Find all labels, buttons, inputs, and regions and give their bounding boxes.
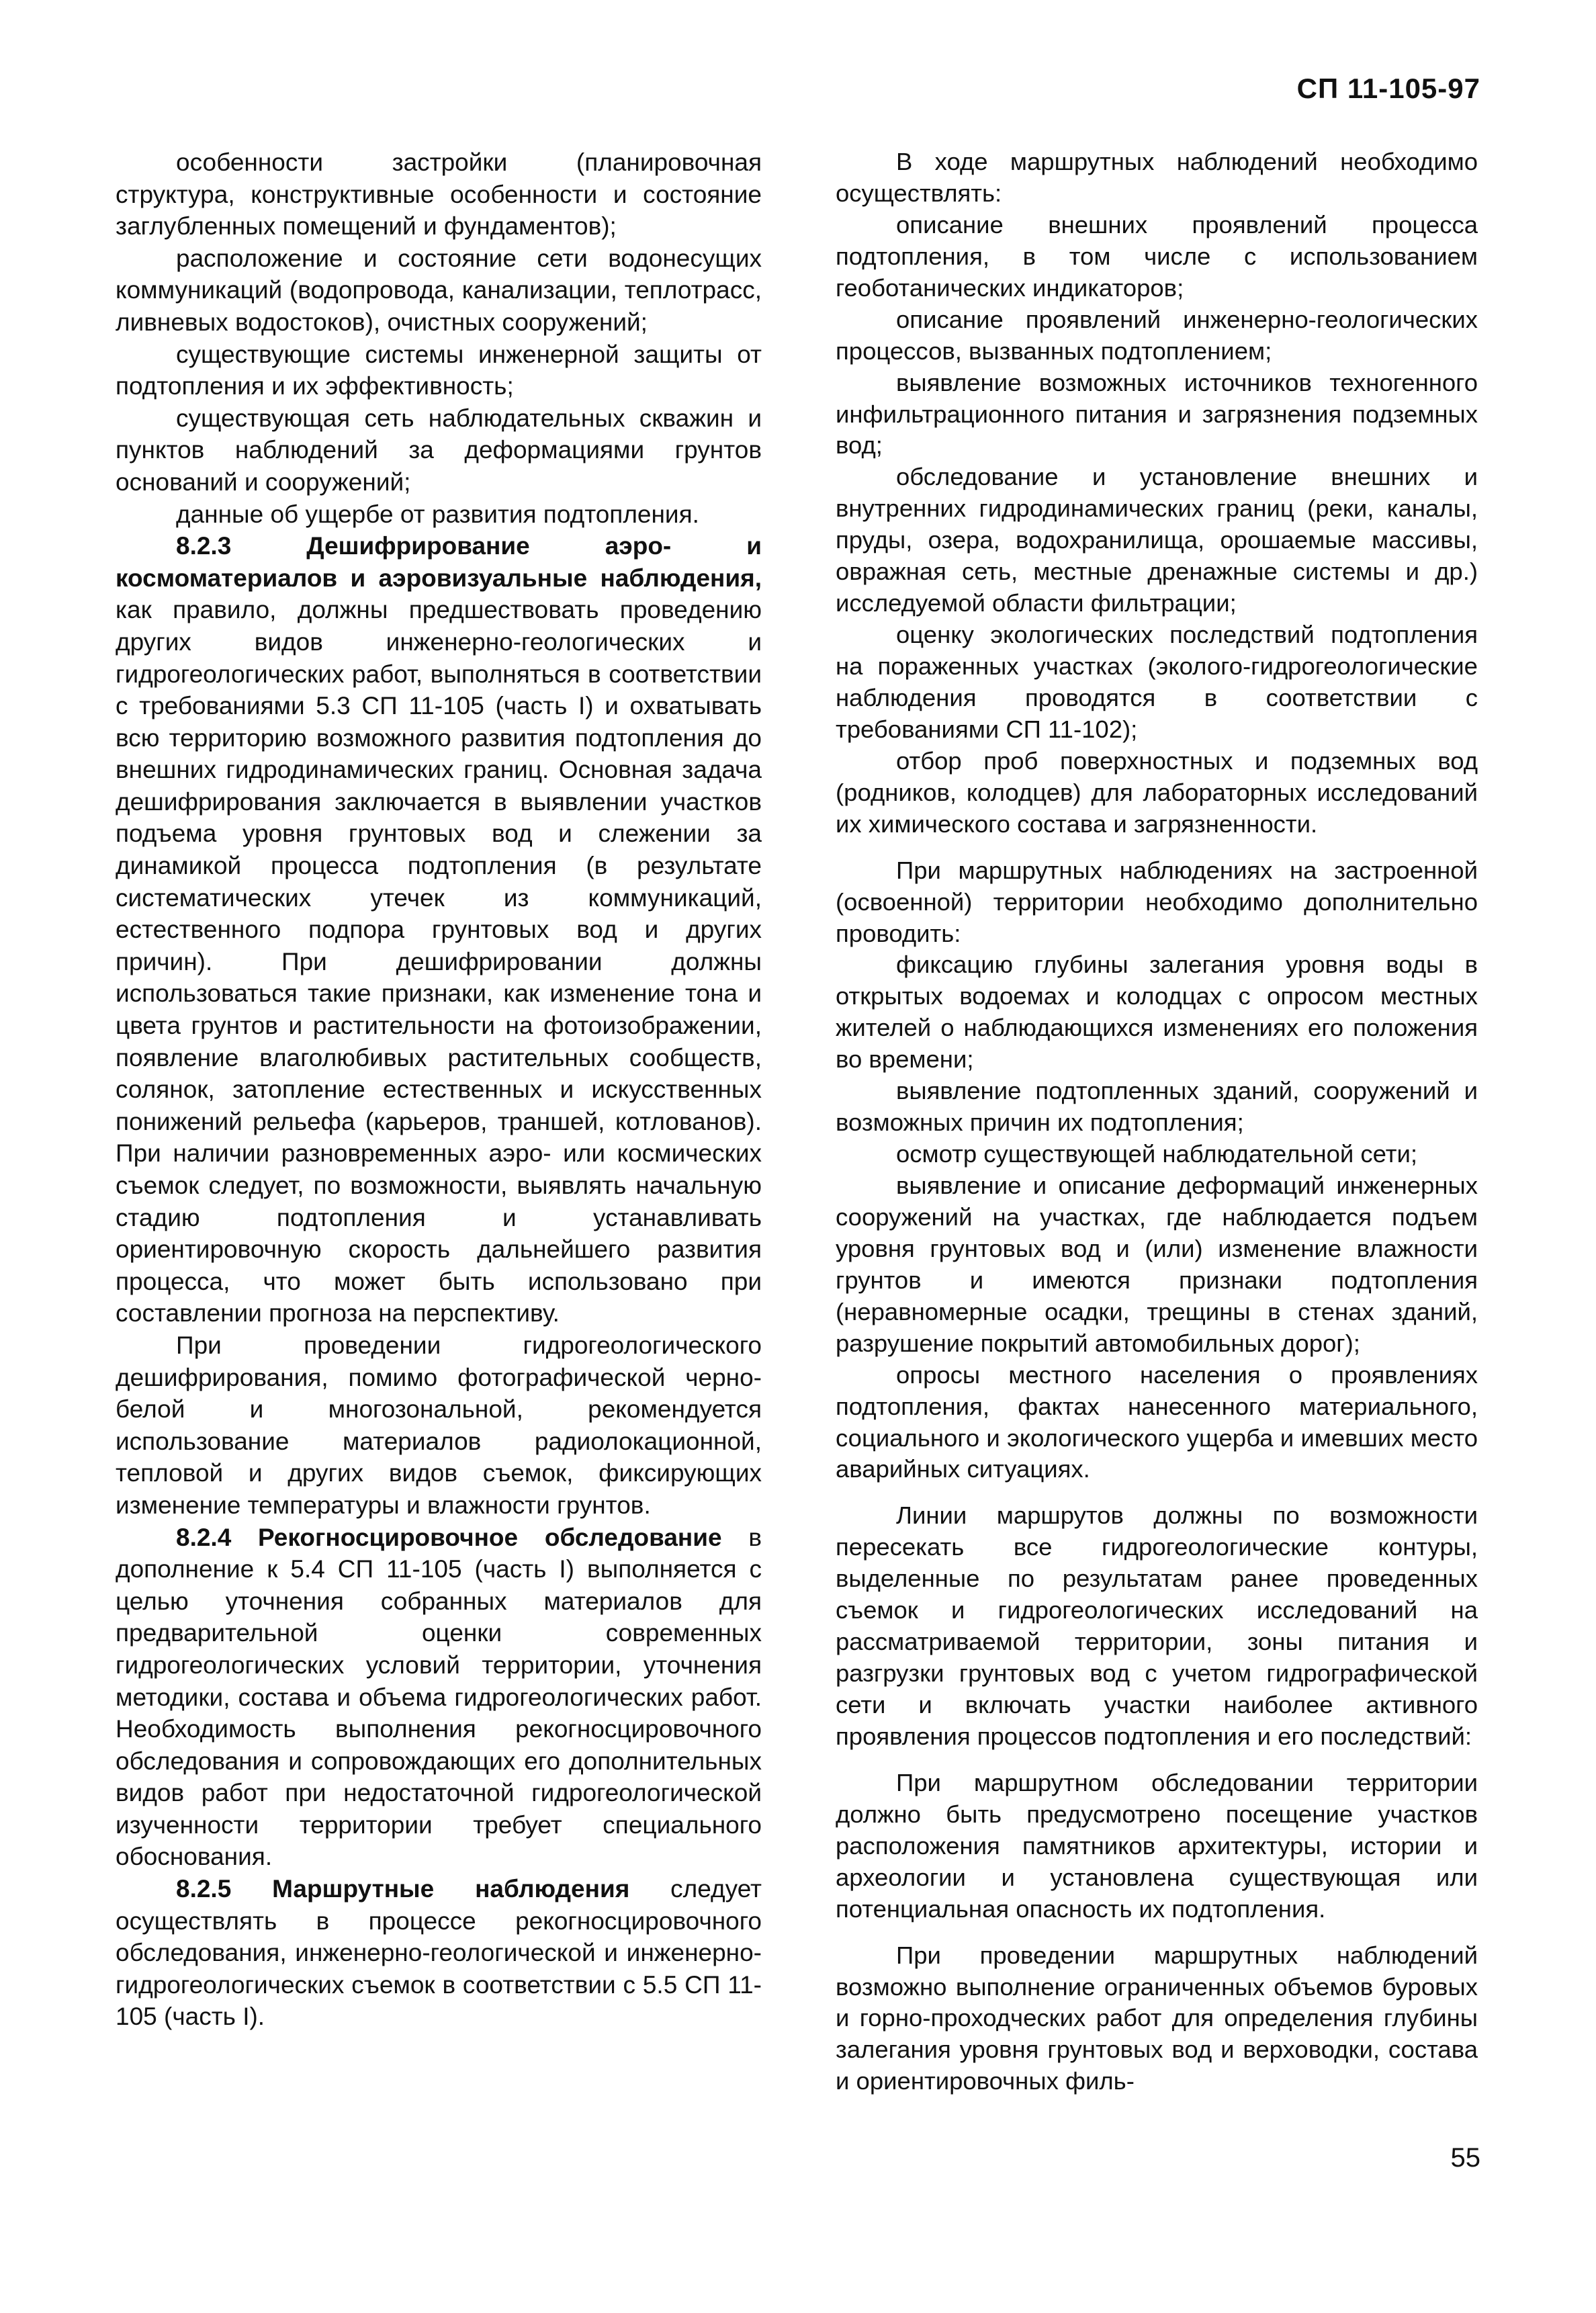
paragraph-text: При проведении маршрутных наблюдений возможно выполнение ограниченных объемов буровых и горно-проходческих работ для определения глубины залегания уровня грунтовых вод и верховодки, состава и ориентировочных филь- xyxy=(836,1941,1478,2095)
paragraph-text: данные об ущербе от развития подтопления. xyxy=(176,500,699,528)
paragraph xyxy=(836,1139,1478,1170)
paragraph xyxy=(836,367,1478,462)
paragraph xyxy=(116,498,762,531)
paragraph-text: выявление возможных источников техногенного инфильтрационного питания и загрязнения подземных вод; xyxy=(836,368,1478,460)
section-heading: 8.2.5 Маршрутные наблюдения xyxy=(176,1875,630,1903)
paragraph xyxy=(116,1522,762,1874)
paragraph xyxy=(836,1170,1478,1360)
running-header: СП 11-105-97 xyxy=(1296,73,1480,104)
paragraph-text: описание проявлений инженерно-геологических процессов, вызванных подтоплением; xyxy=(836,305,1478,365)
paragraph-text: описание внешних проявлений процесса подтопления, в том числе с использованием геоботанических индикаторов; xyxy=(836,210,1478,302)
paragraph-text: следует осуществлять в процессе рекогносцировочного обследования, инженерно-геологической и инженерно-гидрогеологических съемок в соответствии с 5.5 СП 11-105 (часть I). xyxy=(116,1875,762,2031)
paragraph-text: существующие системы инженерной защиты от подтопления и их эффективность; xyxy=(116,340,762,400)
paragraph xyxy=(836,1500,1478,1753)
paragraph-text: опросы местного населения о проявлениях подтопления, фактах нанесенного материального, социального и экологического ущерба и имевших место аварийных ситуациях. xyxy=(836,1360,1478,1483)
paragraph-text: оценку экологических последствий подтопления на пораженных участках (эколого-гидрогеологические наблюдения проводятся в соответствии с требованиями СП 11-102); xyxy=(836,621,1478,743)
page-number: 55 xyxy=(1450,2143,1480,2173)
paragraph xyxy=(116,1329,762,1522)
paragraph xyxy=(836,1360,1478,1486)
paragraph xyxy=(116,530,762,1329)
paragraph xyxy=(836,1076,1478,1139)
paragraph-text: обследование и установление внешних и внутренних гидродинамических границ (реки, каналы, пруды, озера, водохранилища, орошаемые массивы, овражная сеть, местные дренажные системы и др.) исследуемой области фильтрации; xyxy=(836,463,1478,617)
paragraph-text: существующая сеть наблюдательных скважин и пунктов наблюдений за деформациями грунтов оснований и сооружений; xyxy=(116,404,762,496)
paragraph-text: При маршрутных наблюдениях на застроенной (освоенной) территории необходимо дополнительно проводить: xyxy=(836,856,1478,947)
paragraph xyxy=(836,210,1478,304)
paragraph-text: в дополнение к 5.4 СП 11-105 (часть I) выполняется с целью уточнения собранных материалов для предварительной оценки современных гидрогеологических условий территории, уточнения методики, состава и объема гидрогеологических работ. Необходимость выполнения рекогносцировочного обследования и сопровождающих его дополнительных видов работ при недостаточной гидрогеологической изученности территории требует специального обоснования. xyxy=(116,1523,762,1871)
paragraph-text: При проведении гидрогеологического дешифрирования, помимо фотографической черно-белой и многозональной, рекомендуется использование материалов радиолокационной, тепловой и других видов съемок, фиксирующих изменение температуры и влажности грунтов. xyxy=(116,1331,762,1519)
paragraph xyxy=(116,402,762,498)
paragraph xyxy=(836,855,1478,950)
paragraph xyxy=(116,1873,762,2033)
paragraph xyxy=(836,462,1478,619)
section-heading: 8.2.3 Дешифрирование аэро- и космоматериалов и аэровизуальные наблюдения, xyxy=(116,532,762,592)
paragraph-text: При маршрутном обследовании территории должно быть предусмотрено посещение участков расположения памятников архитектуры, истории и археологии и установлена существующая или потенциальная опасность их подтопления. xyxy=(836,1768,1478,1923)
paragraph xyxy=(836,619,1478,746)
paragraph-text: фиксацию глубины залегания уровня воды в открытых водоемах и колодцах с опросом местных жителей о наблюдающихся изменениях его положения во времени; xyxy=(836,951,1478,1074)
paragraph-text: В ходе маршрутных наблюдений необходимо осуществлять: xyxy=(836,148,1478,207)
paragraph xyxy=(116,146,762,243)
right-column xyxy=(836,146,1478,2097)
paragraph-text: как правило, должны предшествовать проведению других видов инженерно-геологических и гидрогеологических работ, выполняться в соответствии с требованиями 5.3 СП 11-105 (часть I) и охватывать всю территорию возможного развития подтопления до внешних гидродинамических границ. Основная задача дешифрирования заключается в выявлении участков подъема уровня грунтовых вод и слежении за динамикой процесса подтопления (в результате систематических утечек из коммуникаций, естественного подпора грунтовых вод и других причин). При дешифрировании должны использоваться такие признаки, как изменение тона и цвета грунтов и растительности на фотоизображении, появление влаголюбивых растительных сообществ, солянок, затопление естественных и искусственных понижений рельефа (карьеров, траншей, котлованов). При наличии разновременных аэро- или космических съемок следует, по возможности, выявлять начальную стадию подтопления и устанавливать ориентировочную скорость дальнейшего развития процесса, что может быть использовано при составлении прогноза на перспективу. xyxy=(116,596,762,1327)
paragraph xyxy=(116,243,762,339)
paragraph xyxy=(836,746,1478,840)
paragraph xyxy=(836,1940,1478,2098)
paragraph xyxy=(116,339,762,402)
paragraph xyxy=(836,1768,1478,1925)
paragraph-text: Линии маршрутов должны по возможности пересекать все гидрогеологические контуры, выделенные по результатам ранее проведенных съемок и гидрогеологических исследований на рассматриваемой территории, зоны питания и разгрузки грунтовых вод с учетом гидрографической сети и включать участки наиболее активного проявления процессов подтопления и его последствий: xyxy=(836,1501,1478,1750)
paragraph-text: выявление подтопленных зданий, сооружений и возможных причин их подтопления; xyxy=(836,1077,1478,1137)
paragraph-text: выявление и описание деформаций инженерных сооружений на участках, где наблюдается подъем уровня грунтовых вод и (или) изменение влажности грунтов и имеются признаки подтопления (неравномерные осадки, трещины в стенах зданий, разрушение покрытий автомобильных дорог); xyxy=(836,1172,1478,1357)
section-heading: 8.2.4 Рекогносцировочное обследование xyxy=(176,1523,722,1551)
paragraph xyxy=(836,949,1478,1076)
paragraph xyxy=(836,146,1478,210)
paragraph-text: особенности застройки (планировочная структура, конструктивные особенности и состояние заглубленных помещений и фундаментов); xyxy=(116,148,762,241)
paragraph-text: расположение и состояние сети водонесущих коммуникаций (водопровода, канализации, теплотрасс, ливневых водостоков), очистных сооружений; xyxy=(116,244,762,336)
paragraph-text: осмотр существующей наблюдательной сети; xyxy=(896,1140,1418,1168)
paragraph xyxy=(836,304,1478,367)
paragraph-text: отбор проб поверхностных и подземных вод (родников, колодцев) для лабораторных исследований их химического состава и загрязненности. xyxy=(836,746,1478,838)
left-column xyxy=(116,146,762,2033)
